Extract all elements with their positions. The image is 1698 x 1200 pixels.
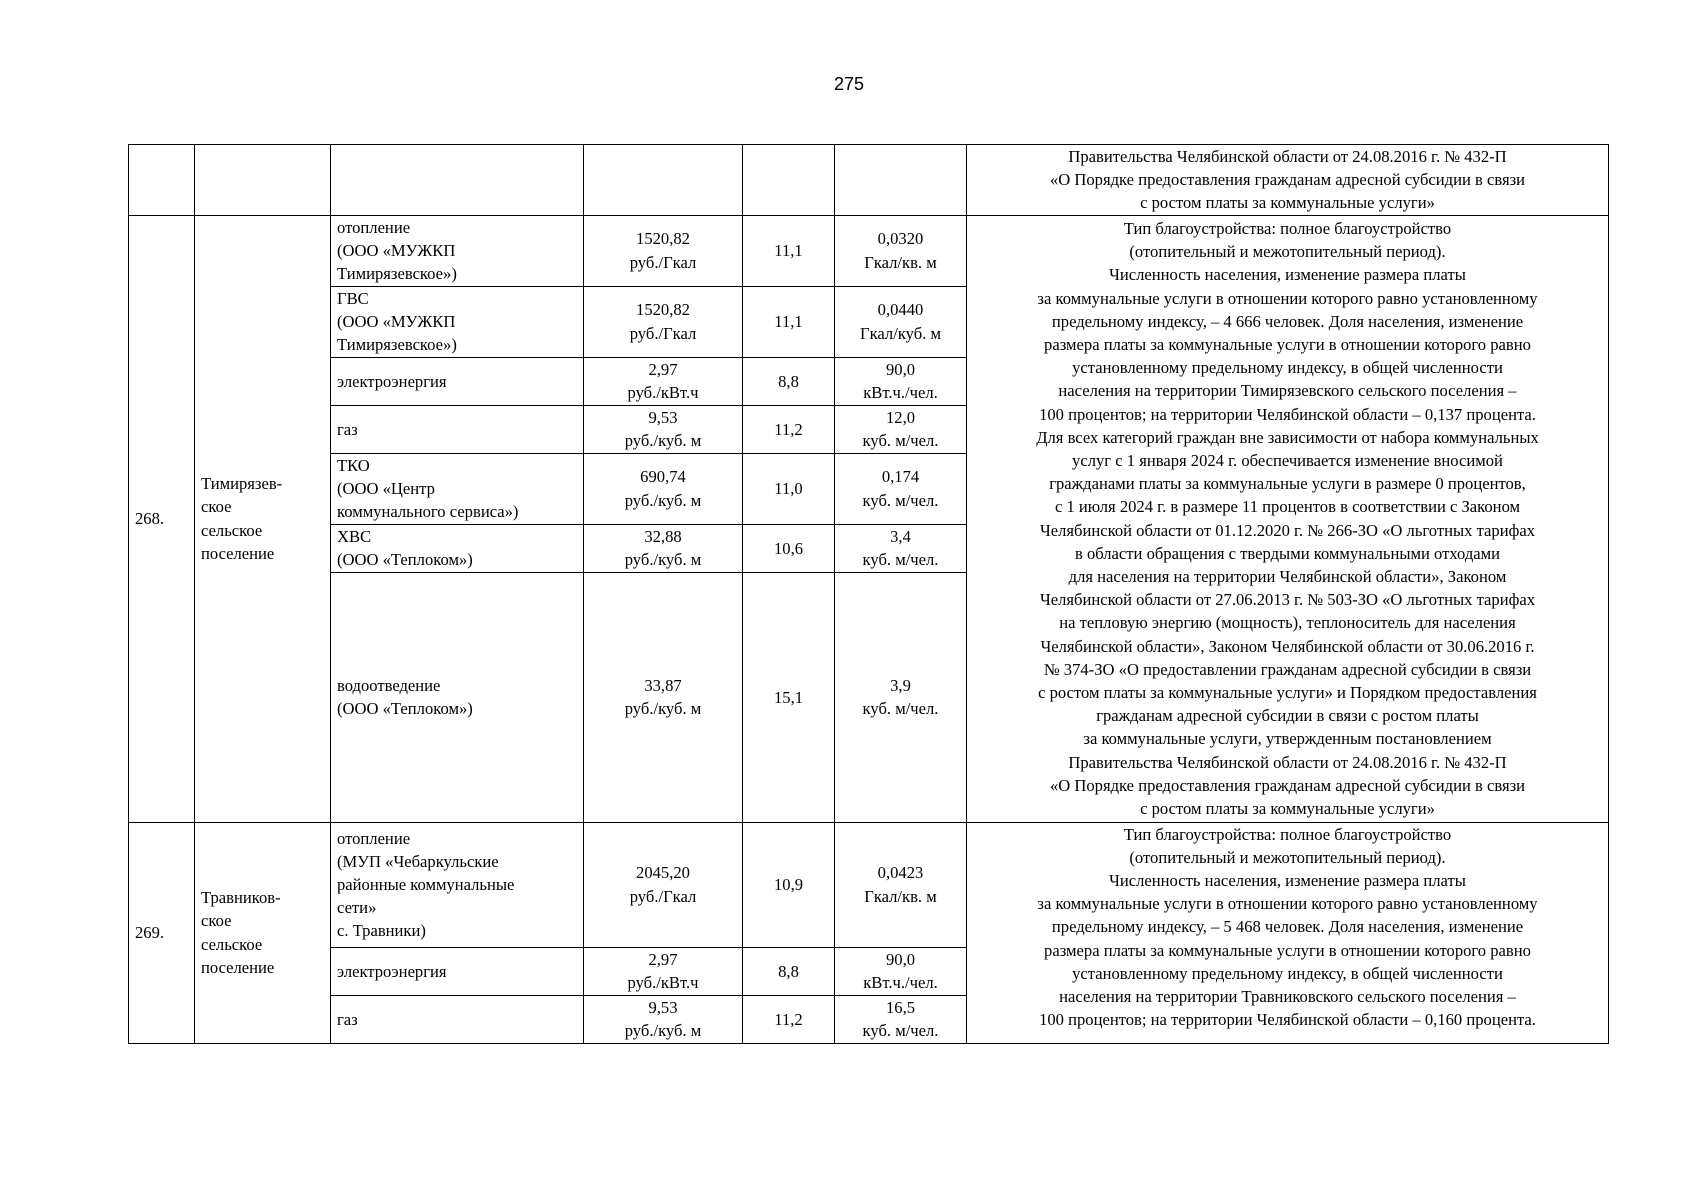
empty-cell — [743, 145, 835, 216]
service-line: электроэнергия — [337, 961, 447, 981]
volume-cell — [835, 995, 967, 1043]
tariff-cell — [584, 405, 743, 453]
index-cell: 11,2 — [743, 405, 835, 453]
service-name — [331, 572, 584, 822]
volume-unit: куб. м/чел. — [862, 699, 939, 719]
tariff-cell — [584, 357, 743, 405]
index-cell: 8,8 — [743, 357, 835, 405]
note-line: Правительства Челябинской области от 24.08.2016 г. № 432-П — [1068, 147, 1507, 166]
service-line: ХВС — [337, 526, 372, 546]
note-line: 100 процентов; на территории Челябинской области – 0,137 процента. — [1039, 404, 1536, 424]
tariff-value: 2045,20 — [636, 863, 690, 883]
index-cell: 10,6 — [743, 524, 835, 572]
note-line: Для всех категорий граждан вне зависимости от набора коммунальных — [1036, 427, 1539, 447]
note-line: Тип благоустройства: полное благоустройство — [1123, 824, 1452, 844]
index-cell: 11,2 — [743, 995, 835, 1043]
tariff-unit: руб./куб. м — [624, 699, 702, 719]
volume-value: 3,9 — [890, 675, 911, 695]
tariff-cell — [584, 453, 743, 524]
continuation-row — [129, 145, 1609, 216]
note-line: за коммунальные услуги в отношении которого равно установленному — [1037, 288, 1538, 308]
service-line: отопление — [337, 828, 411, 848]
tariff-value: 1520,82 — [636, 300, 690, 320]
volume-value: 0,174 — [881, 467, 920, 487]
service-line: коммунального сервиса») — [337, 502, 519, 522]
service-line: ТКО — [337, 455, 370, 475]
volume-value: 0,0423 — [877, 863, 924, 883]
service-name — [331, 286, 584, 357]
volume-cell — [835, 286, 967, 357]
note-line: услуг с 1 января 2024 г. обеспечивается изменение вносимой — [1072, 451, 1503, 470]
service-line: отопление — [337, 217, 411, 237]
note-line: Челябинской области», Законом Челябинской области от 30.06.2016 г. — [1040, 636, 1535, 656]
note-line: Челябинской области от 01.12.2020 г. № 266-ЗО «О льготных тарифах — [1039, 520, 1536, 540]
settlement-line: ское — [201, 497, 232, 517]
tariff-unit: руб./куб. м — [624, 1021, 702, 1041]
volume-value: 90,0 — [885, 949, 916, 969]
service-line: (ООО «Центр — [337, 479, 435, 498]
row-number: 269. — [129, 822, 195, 1043]
note-line: «О Порядке предоставления гражданам адресной субсидии в связи — [1049, 170, 1526, 190]
service-line: водоотведение — [337, 675, 441, 695]
tariff-unit: руб./кВт.ч — [627, 383, 699, 403]
tariff-cell — [584, 822, 743, 947]
note-line: населения на территории Тимирязевского сельского поселения – — [1058, 381, 1517, 401]
volume-unit: Гкал/кв. м — [864, 886, 937, 906]
note-line: № 374-ЗО «О предоставлении гражданам адресной субсидии в связи — [1043, 659, 1532, 679]
note-line: размера платы за коммунальные услуги в отношении которого равно — [1044, 334, 1531, 354]
volume-value: 90,0 — [885, 359, 916, 379]
tariff-unit: руб./куб. м — [624, 550, 702, 570]
service-line: Тимирязевское») — [337, 264, 457, 284]
tariff-cell — [584, 524, 743, 572]
tariff-cell — [584, 215, 743, 286]
service-line: электроэнергия — [337, 371, 447, 391]
note-line: за коммунальные услуги, утвержденным постановлением — [1083, 729, 1492, 749]
note-line: Тип благоустройства: полное благоустройство — [1123, 218, 1452, 238]
empty-cell — [195, 145, 331, 216]
settlement-line: сельское — [201, 934, 263, 954]
tariff-value: 1520,82 — [636, 229, 690, 249]
service-line: ГВС — [337, 288, 369, 308]
service-line: (ООО «Теплоком») — [337, 550, 473, 570]
tariff-value: 33,87 — [644, 675, 682, 695]
note-line: гражданами платы за коммунальные услуги в размере 0 процентов, — [1049, 474, 1526, 494]
continuation-note — [967, 145, 1609, 216]
empty-cell — [129, 145, 195, 216]
index-cell: 8,8 — [743, 947, 835, 995]
tariff-value: 2,97 — [648, 359, 678, 379]
tariff-value: 32,88 — [644, 526, 682, 546]
tariff-value: 9,53 — [648, 407, 678, 427]
volume-unit: куб. м/чел. — [862, 490, 939, 510]
volume-unit: Гкал/куб. м — [860, 323, 941, 343]
tariff-unit: руб./Гкал — [629, 323, 697, 343]
empty-cell — [835, 145, 967, 216]
note-line: Численность населения, изменение размера платы — [1109, 265, 1466, 285]
note-line: с ростом платы за коммунальные услуги» — [1140, 799, 1435, 819]
tariff-table — [128, 144, 1609, 1044]
service-line: (ООО «МУЖКП — [337, 241, 456, 260]
volume-value: 16,5 — [885, 997, 916, 1017]
note-line: Правительства Челябинской области от 24.08.2016 г. № 432-П — [1068, 752, 1507, 772]
note-line: размера платы за коммунальные услуги в отношении которого равно — [1044, 940, 1531, 960]
volume-cell — [835, 572, 967, 822]
service-line: (ООО «МУЖКП — [337, 312, 456, 331]
note-line: 100 процентов; на территории Челябинской области – 0,160 процента. — [1039, 1010, 1536, 1030]
volume-unit: кВт.ч./чел. — [863, 973, 938, 993]
note-line: «О Порядке предоставления гражданам адресной субсидии в связи — [1049, 775, 1526, 795]
settlement-name — [195, 215, 331, 822]
service-line: (МУП «Чебаркульские — [337, 851, 499, 871]
tariff-unit: руб./куб. м — [624, 431, 702, 451]
empty-cell — [584, 145, 743, 216]
note-line: гражданам адресной субсидии в связи с ростом платы — [1096, 706, 1479, 726]
note-line: на тепловую энергию (мощность), теплоноситель для населения — [1059, 613, 1516, 633]
index-cell: 15,1 — [743, 572, 835, 822]
index-cell: 11,0 — [743, 453, 835, 524]
volume-cell — [835, 524, 967, 572]
note-line: предельному индексу, – 4 666 человек. Доля населения, изменение — [1051, 311, 1524, 331]
tariff-unit: руб./Гкал — [629, 886, 697, 906]
tariff-unit: руб./кВт.ч — [627, 973, 699, 993]
volume-unit: куб. м/чел. — [862, 1021, 939, 1041]
service-name — [331, 822, 584, 947]
tariff-unit: руб./Гкал — [629, 252, 697, 272]
tariff-unit: руб./куб. м — [624, 490, 702, 510]
service-line: газ — [337, 419, 358, 439]
settlement-line: сельское — [201, 520, 263, 540]
service-name — [331, 453, 584, 524]
volume-value: 0,0440 — [877, 300, 924, 320]
volume-cell — [835, 215, 967, 286]
note-line: установленному предельному индексу, в общей численности — [1072, 963, 1503, 983]
row-number: 268. — [129, 215, 195, 822]
volume-cell — [835, 453, 967, 524]
volume-unit: кВт.ч./чел. — [863, 383, 938, 403]
service-name — [331, 995, 584, 1043]
service-line: районные коммунальные — [337, 875, 515, 894]
volume-unit: Гкал/кв. м — [864, 252, 937, 272]
index-cell: 10,9 — [743, 822, 835, 947]
tariff-value: 2,97 — [648, 949, 678, 969]
tariff-cell — [584, 995, 743, 1043]
service-line: (ООО «Теплоком») — [337, 699, 473, 719]
note-line: с ростом платы за коммунальные услуги» — [1140, 193, 1435, 213]
tariff-value: 690,74 — [640, 467, 686, 487]
note-line: с 1 июля 2024 г. в размере 11 процентов в соответствии с Законом — [1054, 497, 1521, 517]
service-line: Тимирязевское») — [337, 335, 457, 355]
volume-value: 12,0 — [885, 407, 916, 427]
tariff-cell — [584, 947, 743, 995]
note-cell — [967, 215, 1609, 822]
index-cell: 11,1 — [743, 215, 835, 286]
settlement-line: поселение — [201, 957, 275, 977]
service-line: с. Травники) — [337, 921, 426, 941]
service-name — [331, 524, 584, 572]
note-line: (отопительный и межотопительный период). — [1129, 847, 1446, 867]
note-line: в области обращения с твердыми коммунальными отходами — [1074, 543, 1501, 563]
index-cell: 11,1 — [743, 286, 835, 357]
table-row — [129, 822, 1609, 947]
note-line: с ростом платы за коммунальные услуги» и Порядком предоставления — [1038, 683, 1537, 703]
note-line: предельному индексу, – 5 468 человек. Доля населения, изменение — [1051, 917, 1524, 937]
volume-cell — [835, 947, 967, 995]
service-name — [331, 215, 584, 286]
service-line: газ — [337, 1009, 358, 1029]
volume-unit: куб. м/чел. — [862, 550, 939, 570]
service-name — [331, 405, 584, 453]
settlement-name — [195, 822, 331, 1043]
note-line: за коммунальные услуги в отношении которого равно установленному — [1037, 894, 1538, 914]
note-cell — [967, 822, 1609, 1043]
settlement-line: Тимирязев- — [201, 474, 283, 494]
tariff-cell — [584, 286, 743, 357]
volume-cell — [835, 357, 967, 405]
tariff-cell — [584, 572, 743, 822]
service-name — [331, 947, 584, 995]
note-line: установленному предельному индексу, в общей численности — [1072, 358, 1503, 378]
note-line: населения на территории Травниковского сельского поселения – — [1059, 987, 1516, 1007]
empty-cell — [331, 145, 584, 216]
settlement-line: Травников- — [201, 888, 281, 908]
settlement-line: ское — [201, 911, 232, 931]
table-body — [129, 145, 1609, 1044]
tariff-value: 9,53 — [648, 997, 678, 1017]
service-name — [331, 357, 584, 405]
note-line: Челябинской области от 27.06.2013 г. № 503-ЗО «О льготных тарифах — [1039, 590, 1536, 610]
settlement-line: поселение — [201, 543, 275, 563]
volume-value: 0,0320 — [877, 229, 924, 249]
page-number: 275 — [833, 74, 865, 94]
volume-value: 3,4 — [890, 526, 911, 546]
service-line: сети» — [337, 898, 377, 918]
note-line: Численность населения, изменение размера платы — [1109, 871, 1466, 891]
table-row — [129, 215, 1609, 286]
volume-cell — [835, 405, 967, 453]
volume-cell — [835, 822, 967, 947]
note-line: для населения на территории Челябинской области», Законом — [1068, 567, 1507, 587]
note-line: (отопительный и межотопительный период). — [1129, 242, 1446, 262]
volume-unit: куб. м/чел. — [862, 431, 939, 451]
